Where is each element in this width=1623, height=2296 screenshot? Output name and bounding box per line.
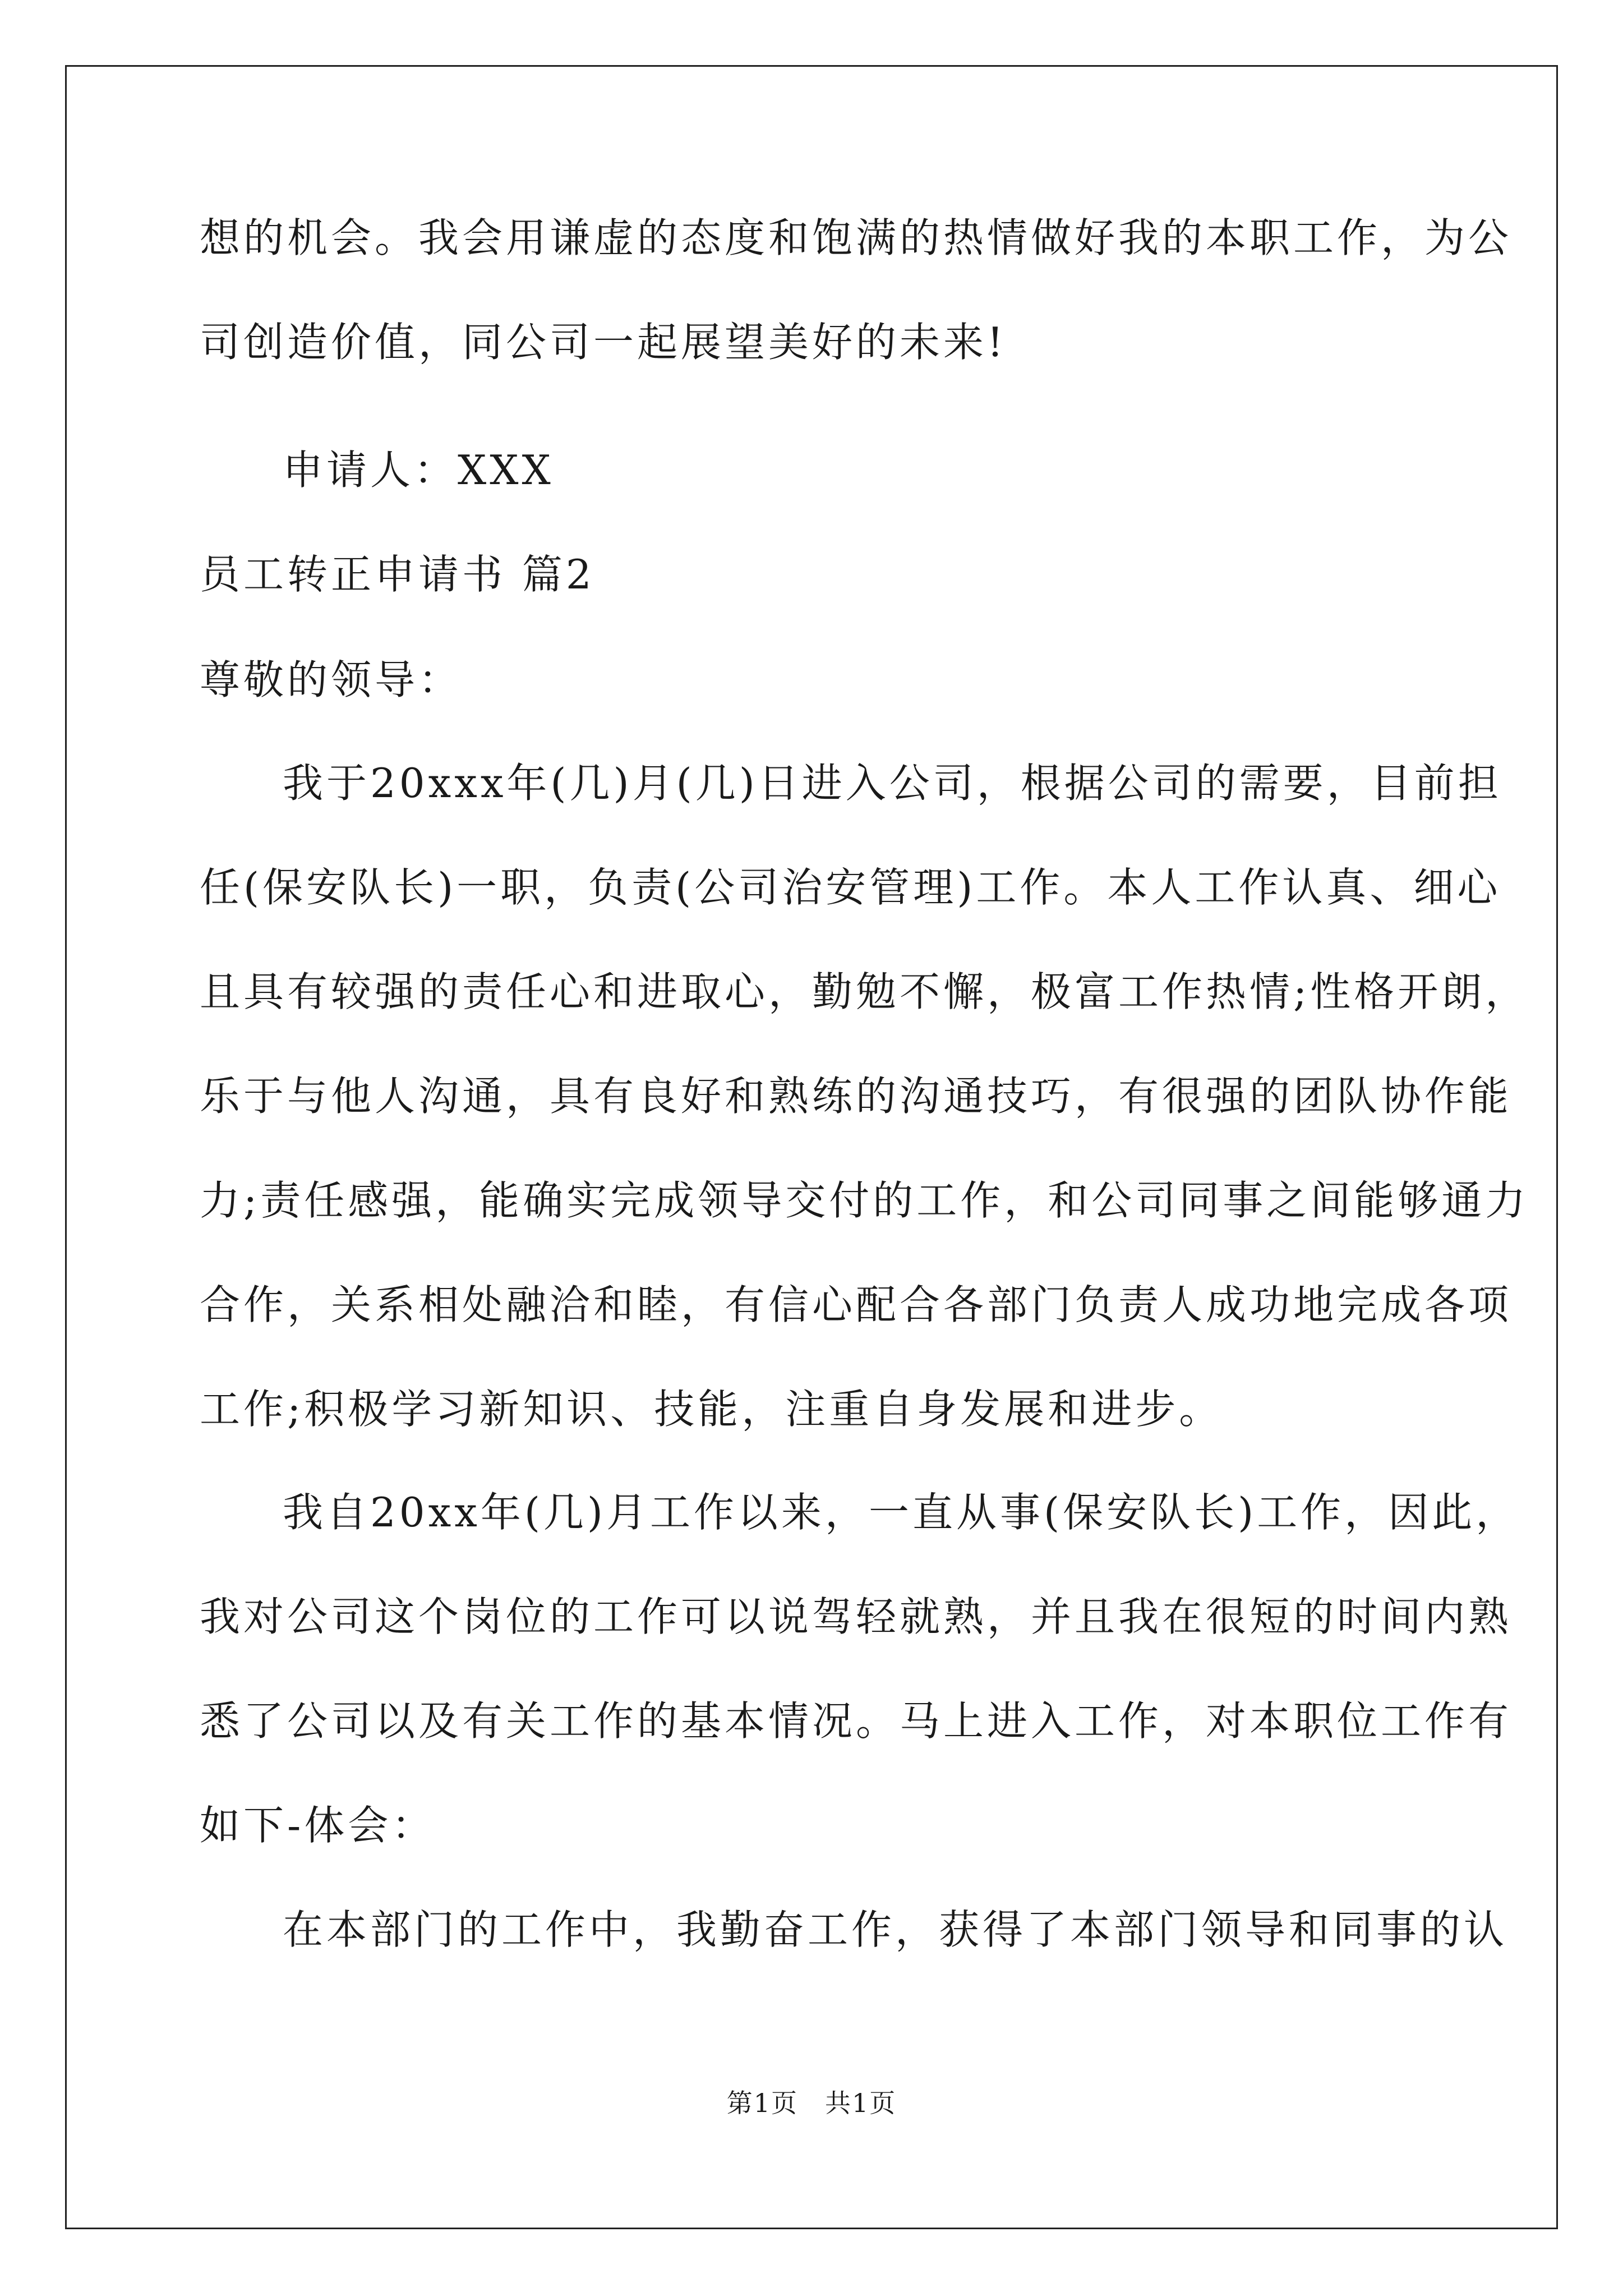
text-line-15: 悉了公司以及有关工作的基本情况。马上进入工作，对本职位工作有 bbox=[200, 1697, 1513, 1745]
page-number: 第1页 共1页 bbox=[726, 2088, 897, 2118]
text-line-10: 力;责任感强，能确实完成领导交付的工作，和公司同事之间能够通力 bbox=[200, 1177, 1529, 1224]
text-line-12: 工作;积极学习新知识、技能，注重自身发展和进步。 bbox=[200, 1386, 1223, 1433]
text-line-16: 如下-体会： bbox=[200, 1802, 436, 1849]
text-line-7: 任(保安队长)一职，负责(公司治安管理)工作。本人工作认真、细心 bbox=[200, 864, 1501, 911]
text-line-6: 我于20xxx年(几)月(几)日进入公司，根据公司的需要，目前担 bbox=[283, 760, 1502, 807]
applicant-signature: 申请人：XXX bbox=[283, 447, 554, 494]
text-line-13: 我自20xx年(几)月工作以来，一直从事(保安队长)工作，因此， bbox=[283, 1489, 1520, 1536]
section-heading: 员工转正申请书 篇2 bbox=[200, 551, 595, 598]
text-line-1: 想的机会。我会用谦虚的态度和饱满的热情做好我的本职工作，为公 bbox=[200, 214, 1513, 261]
text-line-17: 在本部门的工作中，我勤奋工作，获得了本部门领导和同事的认 bbox=[283, 1906, 1508, 1953]
text-line-8: 且具有较强的责任心和进取心，勤勉不懈，极富工作热情;性格开朗， bbox=[200, 968, 1529, 1015]
text-line-11: 合作，关系相处融洽和睦，有信心配合各部门负责人成功地完成各项 bbox=[200, 1281, 1513, 1328]
text-line-14: 我对公司这个岗位的工作可以说驾轻就熟，并且我在很短的时间内熟 bbox=[200, 1593, 1513, 1640]
text-line-9: 乐于与他人沟通，具有良好和熟练的沟通技巧，有很强的团队协作能 bbox=[200, 1073, 1513, 1120]
text-line-2: 司创造价值，同公司一起展望美好的未来! bbox=[200, 319, 1007, 366]
page-border bbox=[65, 65, 1558, 2229]
salutation: 尊敬的领导： bbox=[200, 656, 463, 703]
